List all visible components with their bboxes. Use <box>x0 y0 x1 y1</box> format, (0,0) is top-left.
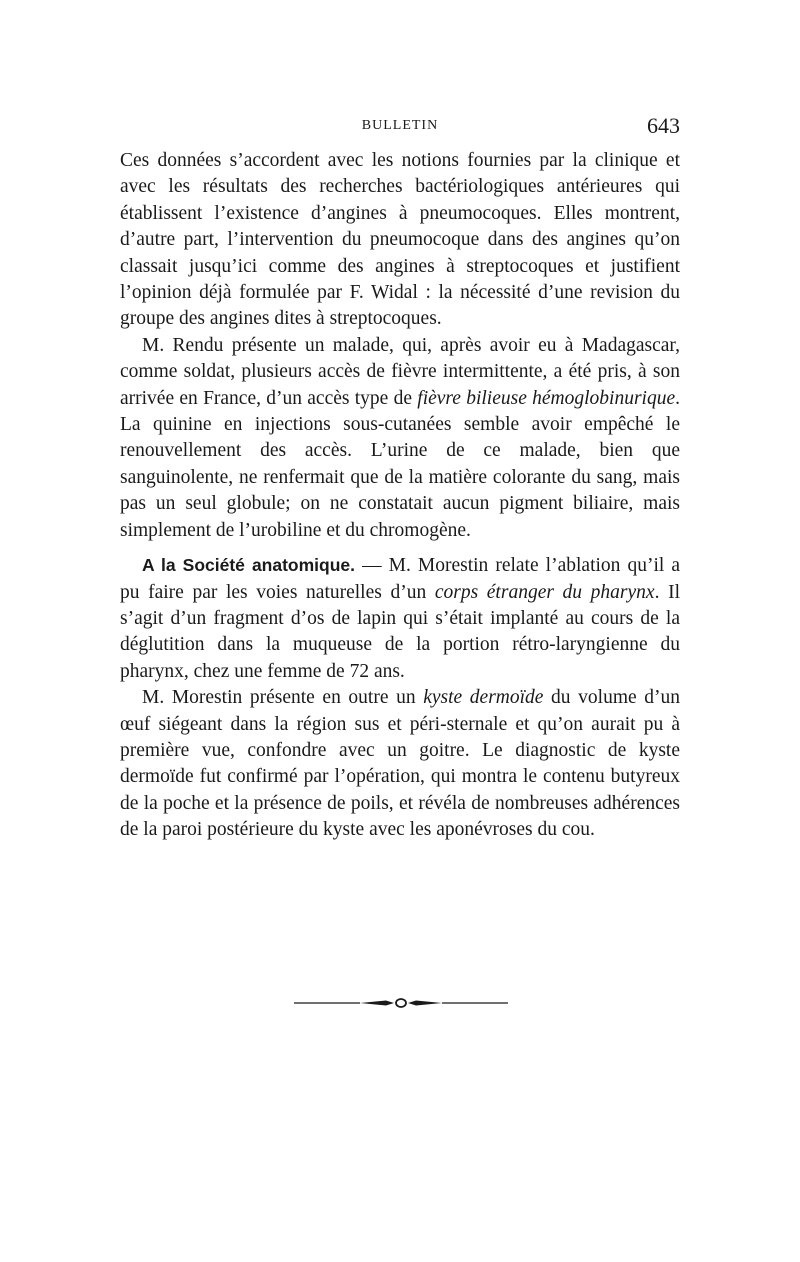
section-lead-heading: A la Société anatomique. <box>142 555 356 576</box>
paragraph-kyste-text-end: du volume d’un œuf siégeant dans la région sus et péri-sternale et qu’on aurait pu à première vue, confondre avec un goitre. Le diagnostic de kyste dermoïde fut confirmé par l’opération, qui montra le contenu butyreux de la poche et la présence de poils, et révéla de nombreuses adhérences de la paroi postérieure du kyste avec les aponévroses du cou. <box>120 687 681 841</box>
end-of-article-ornament-icon <box>294 996 508 1010</box>
page-number: 643 <box>647 113 680 138</box>
paragraph-morestin-text-end: . Il s’agit d’un fragment d’os de lapin qui s’était implanté au cours de la déglutition dans la muqueuse de la portion rétro-laryngienne du pharynx, chez une femme de 72 ans. <box>120 581 680 682</box>
paragraph-rendu-text-end: . La quinine en injections sous-cutanées semble avoir empêché le renouvellement des accès. L’urine de ce malade, bien que sanguinolente, ne renfermait que de la matière colorante du sang, mais pas un seul globule; on ne constatait aucun pigment biliaire, mais simplement de l’urobiline et du chromogène. <box>120 387 680 541</box>
paragraph-kyste-text-start: M. Morestin présente en outre un <box>142 687 424 709</box>
paragraph-rendu <box>120 333 680 544</box>
paragraph-morestin-italic-term: corps étranger du pharynx <box>434 581 655 603</box>
paragraph-societe-anatomique <box>120 552 680 685</box>
paragraph-kyste <box>120 685 680 843</box>
running-title: BULLETIN <box>361 118 439 133</box>
body-text <box>120 148 680 844</box>
paragraph-morestin-text-start: — M. Morestin relate l’ablation qu’il a pu faire par les voies naturelles d’un <box>120 555 680 603</box>
paragraph-rendu-italic-term: fièvre bilieuse hémoglobinurique <box>417 387 676 409</box>
paragraph-angines: Ces données s’accordent avec les notions fournies par la clinique et avec les résultats des recherches bactériologiques antérieures qui établissent l’existence d’angines à pneumocoques. Elles montrent, d’autre part, l’intervention du pneumocoque dans des angines qu’on classait jusqu’ici comme des angines à streptocoques et justifient l’opinion déjà formulée par F. Widal : la nécessité d’une revision du groupe des angines dites à streptocoques. <box>120 150 680 330</box>
paragraph-rendu-text-start: M. Rendu présente un malade, qui, après avoir eu à Madagascar, comme soldat, plusieurs accès de fièvre intermittente, a été pris, à son arrivée en France, d’un accès type de <box>120 334 680 409</box>
paragraph-kyste-italic-term: kyste dermoïde <box>423 687 544 709</box>
running-head <box>120 113 680 139</box>
